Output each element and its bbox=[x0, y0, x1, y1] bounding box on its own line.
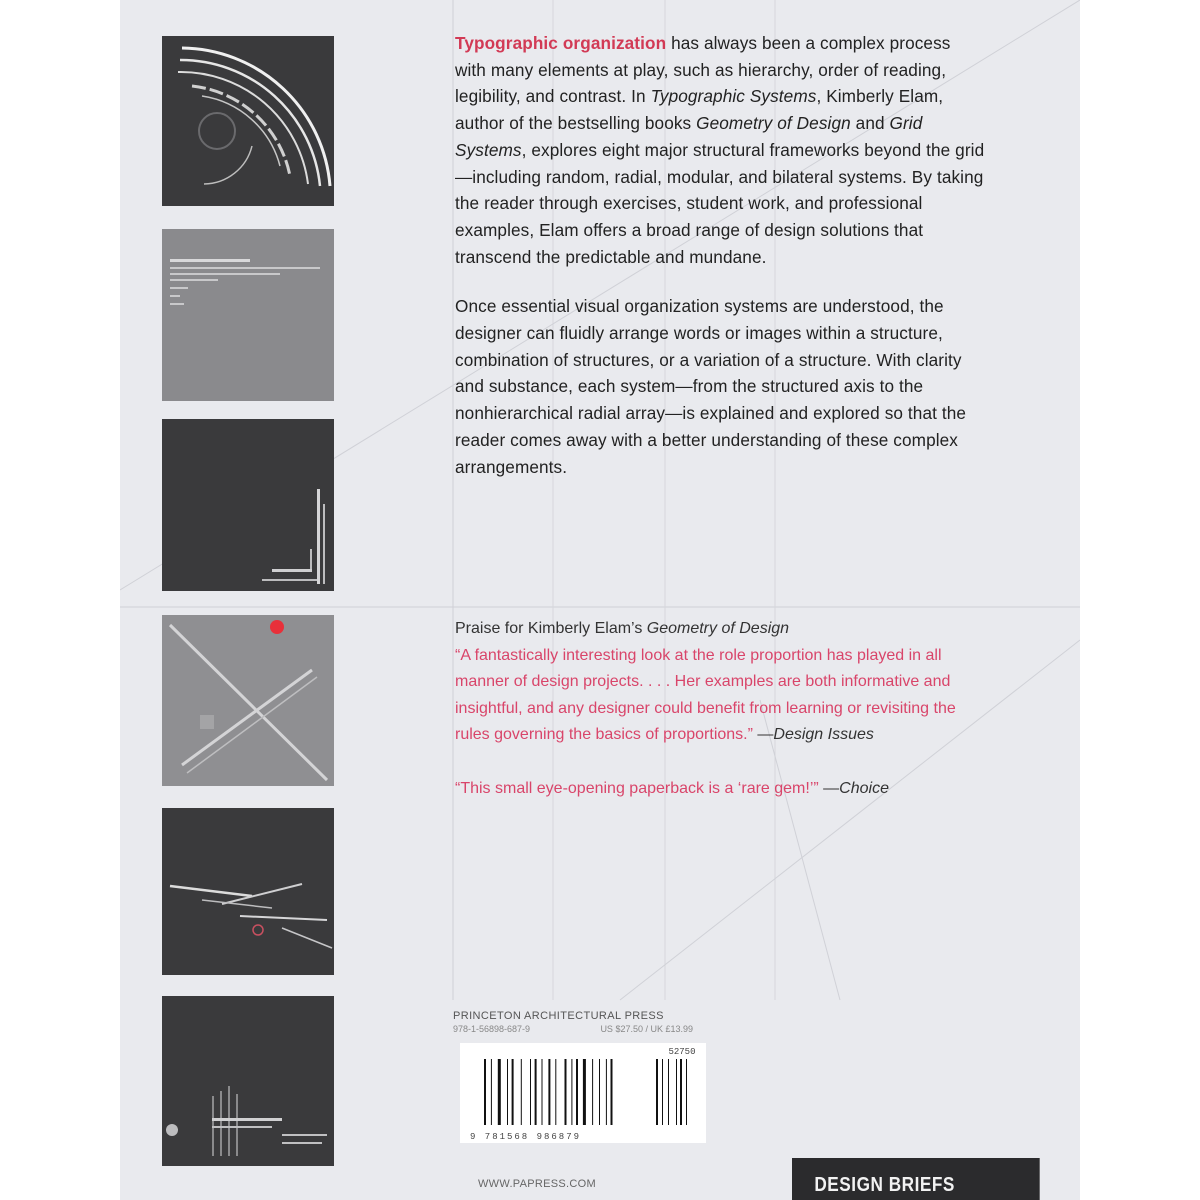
price-barcode-bar bbox=[686, 1059, 687, 1125]
thumbnail-dilatational bbox=[162, 996, 334, 1166]
barcode-bar bbox=[512, 1059, 514, 1125]
thumbnail-vertical-axis bbox=[162, 419, 334, 591]
barcode-bar bbox=[521, 1059, 522, 1125]
barcode-bars bbox=[460, 1043, 706, 1143]
vertical-axis-image bbox=[162, 419, 334, 591]
lead-phrase: Typographic organization bbox=[455, 33, 667, 53]
radial-arcs-image bbox=[162, 36, 334, 206]
modular-text-image bbox=[162, 229, 334, 401]
barcode bbox=[460, 1043, 706, 1143]
barcode-bar bbox=[599, 1059, 600, 1125]
barcode-bar bbox=[535, 1059, 537, 1125]
barcode-bar bbox=[498, 1059, 501, 1125]
thumbnail-modular bbox=[162, 229, 334, 401]
barcode-bar bbox=[571, 1059, 572, 1125]
barcode-bar bbox=[491, 1059, 492, 1125]
isbn-text: 978-1-56898-687-9 bbox=[453, 1024, 531, 1034]
price-barcode-bar bbox=[676, 1059, 677, 1125]
price-barcode-bar bbox=[656, 1059, 658, 1125]
price-barcode-bar bbox=[680, 1059, 682, 1125]
barcode-number: 9 781568 986879 bbox=[470, 1132, 582, 1142]
book-title-grid: Grid Systems bbox=[455, 113, 923, 160]
barcode-bar bbox=[542, 1059, 543, 1125]
book-title-geometry: Geometry of Design bbox=[696, 113, 851, 134]
barcode-bar bbox=[606, 1059, 607, 1125]
barcode-bar bbox=[548, 1059, 550, 1125]
barcode-bar bbox=[611, 1059, 613, 1125]
thumbnail-radial bbox=[162, 36, 334, 206]
praise-quote-2: “This small eye-opening paperback is a ‘rare gem!’” —Choice bbox=[455, 779, 889, 797]
barcode-bar bbox=[592, 1059, 593, 1125]
random-scatter-image bbox=[162, 808, 334, 975]
barcode-bar bbox=[555, 1059, 556, 1125]
description-paragraph-1: Typographic organization has always been a complex process with many elements at play, such as hierarchy, order of reading, legibility, and contrast. In Typographic Systems, Kimberly Elam, author of the bestselling books Geometry of Design and Grid Systems, explores eight major structural frameworks beyond the grid—including random, radial, modular, and bilateral systems. By taking the reader through exercises, student work, and professional examples, Elam offers a broad range of design solutions that transcend the predictable and mundane. bbox=[455, 33, 985, 267]
description-paragraph-2: Once essential visual organization systems are understood, the designer can fluidly arrange words or images within a structure, combination of structures, or a variation of a structure. With clarity and substance, each system—from the structured axis to the nonhierarchical radial array—is explained and explored so that the reader comes away with a better understanding of these complex arrangements. bbox=[455, 296, 967, 477]
price-barcode-bar bbox=[662, 1059, 663, 1125]
publisher-name: PRINCETON ARCHITECTURAL PRESS bbox=[453, 1010, 664, 1022]
publisher-website: WWW.PAPRESS.COM bbox=[478, 1178, 596, 1190]
series-label: DESIGN BRIEFS bbox=[792, 1158, 1040, 1200]
isbn-price-row bbox=[453, 1023, 693, 1036]
barcode-bar bbox=[484, 1059, 486, 1125]
book-back-cover bbox=[120, 0, 1080, 1200]
crossing-axes-image bbox=[162, 615, 334, 786]
price-text: US $27.50 / UK £13.99 bbox=[600, 1024, 693, 1034]
thumbnail-crossing-axes bbox=[162, 615, 334, 786]
book-title: Typographic Systems bbox=[650, 86, 817, 107]
praise-section bbox=[455, 616, 975, 802]
barcode-bar bbox=[507, 1059, 508, 1125]
dilatational-image bbox=[162, 996, 334, 1166]
publisher-info bbox=[453, 1010, 693, 1036]
praise-heading: Praise for Kimberly Elam’s Geometry of Design bbox=[455, 620, 790, 637]
barcode-bar bbox=[583, 1059, 586, 1125]
thumbnail-random bbox=[162, 808, 334, 975]
praise-quote-1: “A fantastically interesting look at the role proportion has played in all manner of design projects. . . . Her examples are both informative and insightful, and any designer could benefit from learning or revisiting the rules governing the basics of proportions.” —Design Issues bbox=[455, 646, 956, 743]
price-code: 52750 bbox=[668, 1047, 696, 1057]
barcode-bar bbox=[530, 1059, 531, 1125]
barcode-bar bbox=[576, 1059, 578, 1125]
barcode-bar bbox=[565, 1059, 567, 1125]
price-barcode-bar bbox=[668, 1059, 669, 1125]
quote-source: Choice bbox=[839, 779, 889, 797]
quote-source: Design Issues bbox=[773, 726, 874, 743]
book-description bbox=[455, 30, 985, 480]
